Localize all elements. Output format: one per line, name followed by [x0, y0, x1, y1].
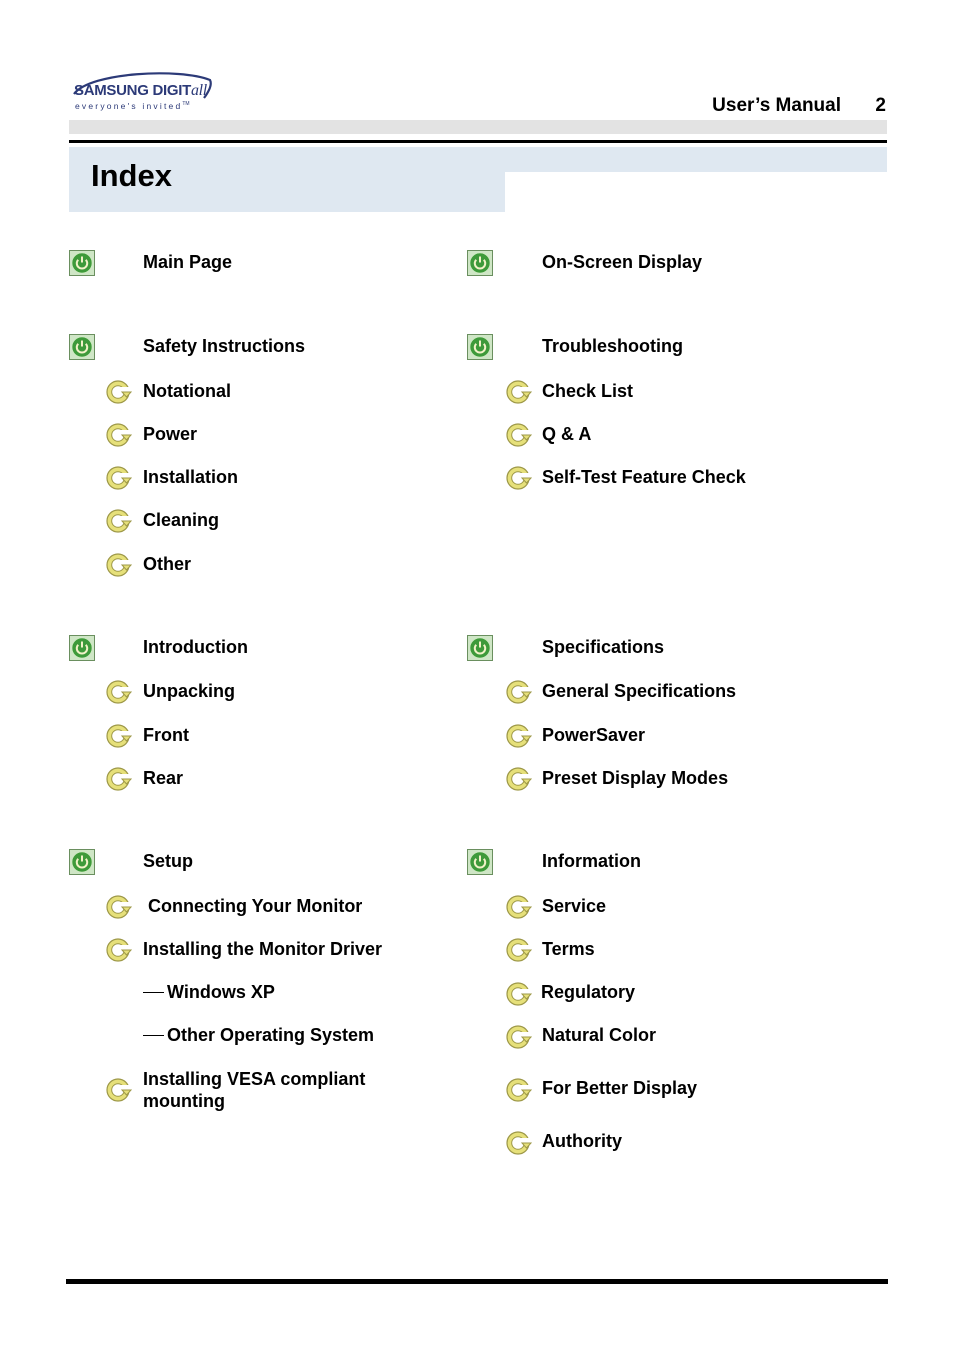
- link-cleaning[interactable]: Cleaning: [143, 510, 220, 530]
- logo-tagline: everyone's invited™: [75, 101, 190, 111]
- link-self-test-feature-check[interactable]: Self-Test Feature Check: [542, 467, 746, 487]
- link-for-better-display[interactable]: For Better Display: [542, 1078, 698, 1098]
- yellow-circular-arrow-icon[interactable]: [504, 464, 532, 490]
- link-power[interactable]: Power: [143, 424, 198, 444]
- link-check-list[interactable]: Check List: [542, 381, 634, 401]
- yellow-circular-arrow-icon[interactable]: [504, 678, 532, 704]
- link-windows-xp[interactable]: Windows XP: [143, 981, 275, 1003]
- yellow-circular-arrow-icon[interactable]: [504, 722, 532, 748]
- yellow-circular-arrow-icon[interactable]: [104, 507, 132, 533]
- logo-brand: SAMSUNG DIGITall: [74, 82, 207, 99]
- yellow-circular-arrow-icon[interactable]: [104, 378, 132, 404]
- green-power-button-icon[interactable]: [69, 635, 95, 661]
- green-power-button-icon[interactable]: [69, 849, 95, 875]
- yellow-circular-arrow-icon[interactable]: [504, 1076, 532, 1102]
- link-preset-display-modes[interactable]: Preset Display Modes: [542, 768, 729, 788]
- link-unpacking[interactable]: Unpacking: [143, 681, 236, 701]
- link-safety-instructions[interactable]: Safety Instructions: [143, 336, 306, 356]
- green-power-button-icon[interactable]: [467, 635, 493, 661]
- green-power-button-icon[interactable]: [467, 334, 493, 360]
- yellow-circular-arrow-icon[interactable]: [104, 765, 132, 791]
- link-other-operating-system[interactable]: Other Operating System: [143, 1024, 374, 1046]
- header-rule: [69, 140, 887, 143]
- yellow-circular-arrow-icon[interactable]: [104, 936, 132, 962]
- yellow-circular-arrow-icon[interactable]: [104, 722, 132, 748]
- link-specifications[interactable]: Specifications: [542, 637, 665, 657]
- link-connecting-your-monitor[interactable]: Connecting Your Monitor: [148, 896, 363, 916]
- link-main-page[interactable]: Main Page: [143, 252, 233, 272]
- page-title: Index: [91, 158, 172, 193]
- yellow-circular-arrow-icon[interactable]: [504, 980, 532, 1006]
- yellow-circular-arrow-icon[interactable]: [104, 1076, 132, 1102]
- link-installing-monitor-driver[interactable]: Installing the Monitor Driver: [143, 939, 383, 959]
- link-terms[interactable]: Terms: [542, 939, 595, 959]
- yellow-circular-arrow-icon[interactable]: [504, 421, 532, 447]
- link-setup[interactable]: Setup: [143, 851, 194, 871]
- manual-title: User’s Manual: [712, 95, 841, 116]
- yellow-circular-arrow-icon[interactable]: [104, 551, 132, 577]
- link-regulatory[interactable]: Regulatory: [541, 982, 636, 1002]
- link-introduction[interactable]: Introduction: [143, 637, 248, 657]
- header-gray-bar: [69, 120, 887, 134]
- link-installation[interactable]: Installation: [143, 467, 239, 487]
- yellow-circular-arrow-icon[interactable]: [504, 765, 532, 791]
- link-q-and-a[interactable]: Q & A: [542, 424, 592, 444]
- link-information[interactable]: Information: [542, 851, 641, 871]
- link-powersaver[interactable]: PowerSaver: [542, 725, 646, 745]
- samsung-logo: [70, 70, 215, 116]
- link-general-specifications[interactable]: General Specifications: [542, 681, 737, 701]
- link-front[interactable]: Front: [143, 725, 189, 745]
- yellow-circular-arrow-icon[interactable]: [504, 936, 532, 962]
- yellow-circular-arrow-icon[interactable]: [104, 421, 132, 447]
- yellow-circular-arrow-icon[interactable]: [104, 893, 132, 919]
- yellow-circular-arrow-icon[interactable]: [504, 893, 532, 919]
- page-number: 2: [875, 95, 886, 116]
- link-natural-color[interactable]: Natural Color: [542, 1025, 657, 1045]
- index-banner: [69, 147, 887, 212]
- link-authority[interactable]: Authority: [542, 1131, 622, 1151]
- dash-icon: [143, 1035, 164, 1036]
- footer-rule: [66, 1279, 888, 1284]
- green-power-button-icon[interactable]: [467, 849, 493, 875]
- yellow-circular-arrow-icon[interactable]: [104, 678, 132, 704]
- link-service[interactable]: Service: [542, 896, 607, 916]
- yellow-circular-arrow-icon[interactable]: [504, 378, 532, 404]
- yellow-circular-arrow-icon[interactable]: [504, 1129, 532, 1155]
- link-other[interactable]: Other: [143, 554, 192, 574]
- link-on-screen-display[interactable]: On-Screen Display: [542, 252, 703, 272]
- link-rear[interactable]: Rear: [143, 768, 184, 788]
- dash-icon: [143, 992, 164, 993]
- link-vesa-mounting[interactable]: Installing VESA compliant mounting: [143, 1069, 366, 1111]
- green-power-button-icon[interactable]: [467, 250, 493, 276]
- yellow-circular-arrow-icon[interactable]: [104, 464, 132, 490]
- link-troubleshooting[interactable]: Troubleshooting: [542, 336, 683, 356]
- yellow-circular-arrow-icon[interactable]: [504, 1023, 532, 1049]
- link-notational[interactable]: Notational: [143, 381, 231, 401]
- green-power-button-icon[interactable]: [69, 334, 95, 360]
- green-power-button-icon[interactable]: [69, 250, 95, 276]
